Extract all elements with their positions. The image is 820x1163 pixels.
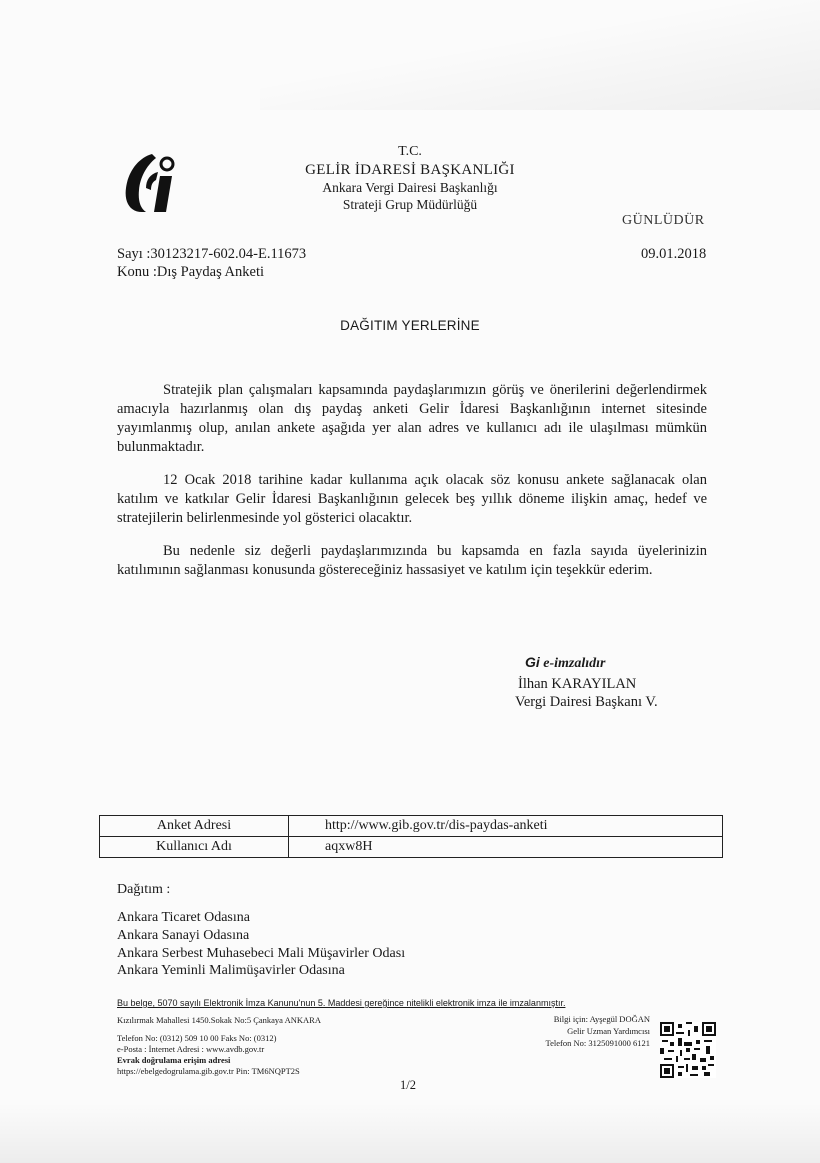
list-item: Ankara Yeminli Malimüşavirler Odasına — [117, 963, 345, 978]
document-date: 09.01.2018 — [641, 246, 707, 262]
username-value: aqxw8H — [289, 837, 723, 858]
footer-verify-url[interactable]: https://ebelgedogrulama.gib.gov.tr Pin: TM6NQPT2S — [117, 1066, 300, 1076]
subject-line: Konu :Dış Paydaş Anketi — [117, 264, 265, 280]
contact-phone: Telefon No: 3125091000 6121 — [545, 1038, 650, 1048]
e-signature-label: e-imzalıdır — [543, 656, 606, 671]
header-tc: T.C. — [398, 144, 422, 159]
urgency-stamp: GÜNLÜDÜR — [622, 213, 705, 228]
header-unit: Strateji Grup Müdürlüğü — [342, 197, 478, 212]
e-signature-mark — [525, 654, 606, 672]
header-institution: GELİR İDARESİ BAŞKANLIĞI — [305, 162, 515, 178]
list-item: Ankara Serbest Muhasebeci Mali Müşavirler Odası — [117, 946, 406, 961]
body-paragraph-3: Bu nedenle siz değerli paydaşlarımızında bu kapsamda en fazla sayıda üyelerinizin katılımının sağlanması konusunda göstereceğiniz hassasiyet ve katılım için teşekkür ederim. — [117, 543, 707, 578]
scan-shadow-bottom — [0, 1103, 820, 1163]
list-item: Ankara Ticaret Odasına — [117, 910, 250, 925]
scan-shadow — [260, 0, 820, 110]
distribution-title: Dağıtım : — [117, 882, 171, 897]
body-paragraph-1: Stratejik plan çalışmaları kapsamında paydaşlarımızın görüş ve önerilerini değerlendirmek amacıyla hazırlanmış olan dış paydaş anketi Gelir İdaresi Başkanlığının internet sitesinde yayımlanmış olup, anılan ankete aşağıda yer alan adres ve kullanıcı adı ile ulaşılması mümkün bulunmaktadır. — [117, 382, 707, 455]
page-number: 1/2 — [400, 1078, 416, 1092]
reference-number: Sayı :30123217-602.04-E.11673 — [117, 246, 307, 262]
footer-email: e-Posta : İnternet Adresi : www.avdb.gov.tr — [117, 1044, 265, 1054]
body-paragraph-2: 12 Ocak 2018 tarihine kadar kullanıma açık olacak söz konusu ankete sağlanacak olan katılım ve katkılar Gelir İdaresi Başkanlığının gelecek beş yıllık döneme ilişkin amaç, hedef ve stratejilerin belirlenmesinde yol gösterici olacaktır. — [117, 472, 707, 526]
username-label: Kullanıcı Adı — [100, 837, 289, 858]
gib-mini-logo-icon: Gi — [525, 654, 540, 670]
header-department: Ankara Vergi Dairesi Başkanlığı — [322, 180, 498, 195]
signer-title: Vergi Dairesi Başkanı V. — [515, 694, 658, 710]
table-row — [100, 837, 723, 858]
qr-code-icon — [660, 1022, 716, 1078]
survey-info-table — [99, 815, 723, 858]
survey-address-label: Anket Adresi — [100, 816, 289, 837]
survey-address-link[interactable]: http://www.gib.gov.tr/dis-paydas-anketi — [289, 816, 723, 837]
signer-name: İlhan KARAYILAN — [518, 676, 637, 692]
footer-address: Kızılırmak Mahallesi 1450.Sokak No:5 Çankaya ANKARA — [117, 1015, 321, 1025]
contact-person: Bilgi için: Ayşegül DOĞAN — [553, 1014, 650, 1024]
list-item: Ankara Sanayi Odasına — [117, 928, 250, 943]
contact-role: Gelir Uzman Yardımcısı — [567, 1026, 650, 1036]
gib-logo-icon — [120, 150, 180, 216]
e-signature-legal-note: Bu belge, 5070 sayılı Elektronik İmza Kanunu'nun 5. Maddesi gereğince nitelikli elektronik imza ile imzalanmıştır. — [117, 998, 566, 1008]
table-row — [100, 816, 723, 837]
recipient-heading: DAĞITIM YERLERİNE — [340, 318, 480, 333]
footer-phone: Telefon No: (0312) 509 10 00 Faks No: (0312) — [117, 1033, 277, 1043]
footer-verify-title: Evrak doğrulama erişim adresi — [117, 1055, 231, 1065]
